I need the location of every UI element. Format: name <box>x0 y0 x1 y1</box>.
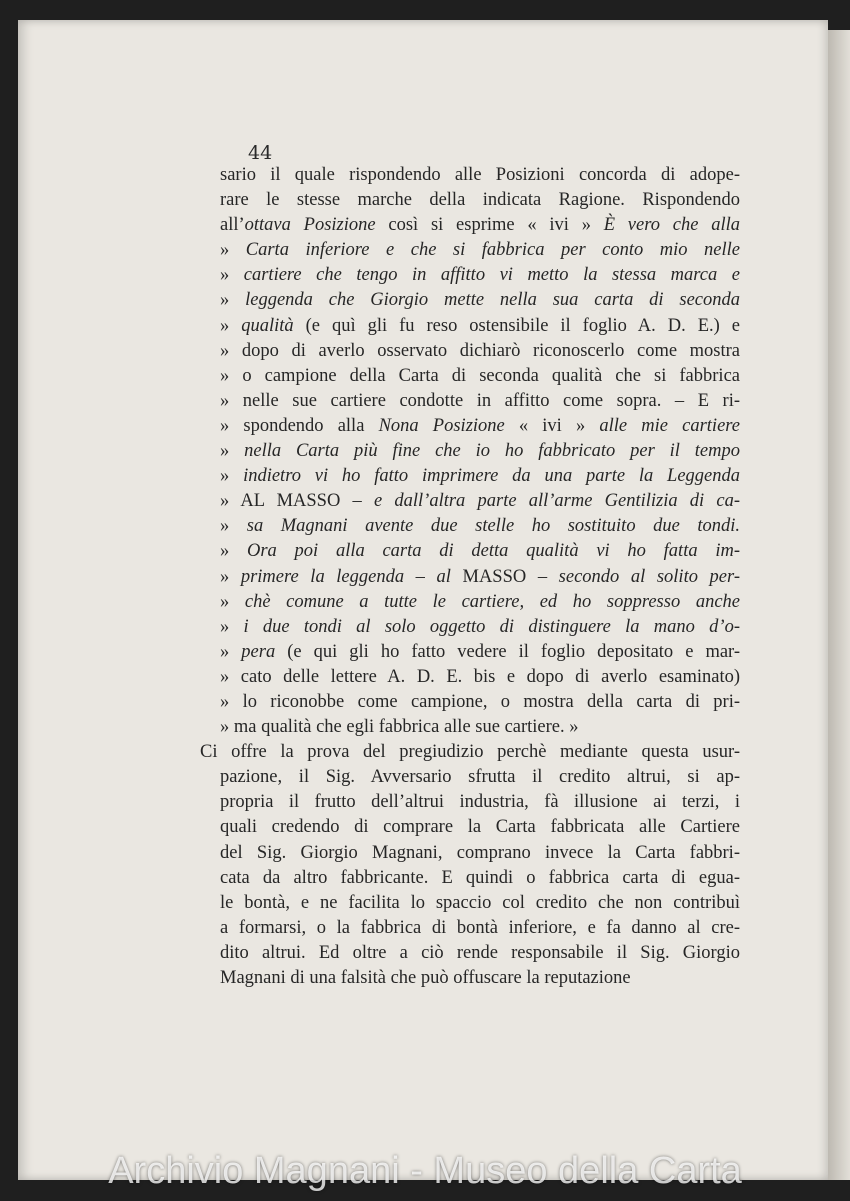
text-line: Ci offre la prova del pregiudizio perchè mediante questa usur- <box>200 742 740 763</box>
text-line: » dopo di averlo osservato dichiarò riconoscerlo come mostra <box>220 340 740 361</box>
text-line: » indietro vi ho fatto imprimere da una parte la Leggenda <box>220 466 741 487</box>
text-line: a formarsi, o la fabbrica di bontà inferiore, e fa danno al cre- <box>220 917 740 938</box>
text-line: » lo riconobbe come campione, o mostra della carta di pri- <box>220 691 740 712</box>
text-line: » nelle sue cartiere condotte in affitto come sopra. – E ri- <box>220 390 740 411</box>
text-line: » leggenda che Giorgio mette nella sua carta di seconda <box>220 290 741 311</box>
text-line: » cartiere che tengo in affitto vi metto la stessa marca e <box>220 265 740 286</box>
text-line: » o campione della Carta di seconda qualità che si fabbrica <box>220 365 740 386</box>
text-line: » spondendo alla Nona Posizione « ivi » alle mie cartiere <box>220 415 740 436</box>
next-page-edge <box>828 30 850 1180</box>
text-line: all’ottava Posizione così si esprime « ivi » È vero che alla <box>220 215 740 236</box>
text-line: » ma qualità che egli fabbrica alle sue cartiere. » <box>220 717 579 738</box>
text-line: » nella Carta più fine che io ho fabbricato per il tempo <box>220 441 740 462</box>
text-line: dito altrui. Ed oltre a ciò rende responsabile il Sig. Giorgio <box>220 942 740 963</box>
text-line: » sa Magnani avente due stelle ho sostituito due tondi. <box>220 516 740 537</box>
page-number: 44 <box>248 142 273 164</box>
text-line: le bontà, e ne facilita lo spaccio col credito che non contribuì <box>220 892 740 913</box>
text-line: quali credendo di comprare la Carta fabbricata alle Cartiere <box>220 817 740 838</box>
text-line: » AL MASSO – e dall’altra parte all’arme Gentilizia di ca- <box>220 491 741 512</box>
text-line: » chè comune a tutte le cartiere, ed ho soppresso anche <box>220 591 740 612</box>
text-line: » primere la leggenda – al MASSO – secondo al solito per- <box>220 566 740 587</box>
text-line: » Ora poi alla carta di detta qualità vi ho fatta im- <box>220 541 740 562</box>
text-line: » cato delle lettere A. D. E. bis e dopo di averlo esaminato) <box>220 666 740 687</box>
text-line: rare le stesse marche della indicata Ragione. Rispondendo <box>220 190 740 211</box>
text-line: Magnani di una falsità che può offuscare la reputazione <box>220 968 631 988</box>
body-text <box>200 163 740 991</box>
text-line: » qualità (e quì gli fu reso ostensibile il foglio A. D. E.) e <box>220 315 741 336</box>
text-line: » pera (e qui gli ho fatto vedere il foglio depositato e mar- <box>220 641 741 662</box>
archive-watermark: Archivio Magnani - Museo della Carta <box>108 1150 742 1192</box>
text-line: » Carta inferiore e che si fabbrica per conto mio nelle <box>220 240 740 261</box>
text-line: » i due tondi al solo oggetto di distinguere la mano d’o- <box>220 616 740 637</box>
text-line: cata da altro fabbricante. E quindi o fabbrica carta di egua- <box>220 867 740 888</box>
text-line: pazione, il Sig. Avversario sfrutta il credito altrui, si ap- <box>220 767 740 788</box>
text-line: del Sig. Giorgio Magnani, comprano invece la Carta fabbri- <box>220 842 740 863</box>
text-line: propria il frutto dell’altrui industria, fà illusione ai terzi, i <box>220 792 740 813</box>
text-line: sario il quale rispondendo alle Posizioni concorda di adope- <box>220 165 740 185</box>
